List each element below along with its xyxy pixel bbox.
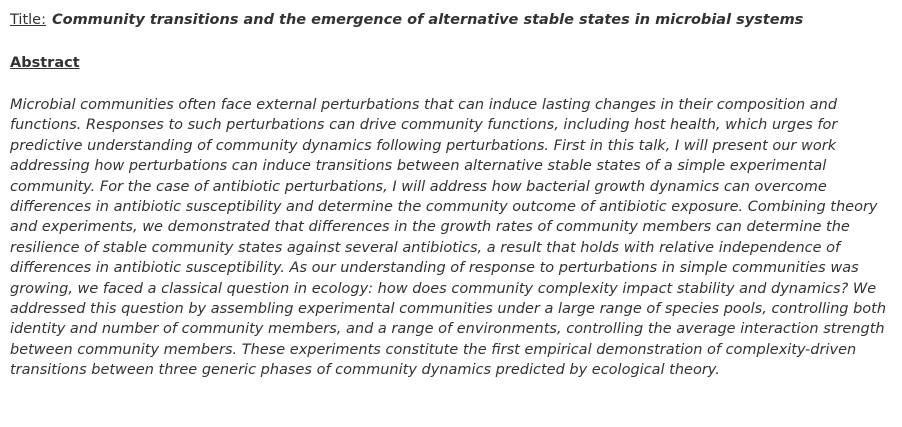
- abstract-line: Microbial communities often face external perturbations that can induce lasting changes in their composition and: [10, 97, 838, 113]
- abstract-line: functions. Responses to such perturbations can drive community functions, including host health, which urges for: [10, 117, 838, 134]
- abstract-line: differences in antibiotic susceptibility and determine the community outcome of antibiotic exposure. Combining theory: [10, 199, 878, 216]
- abstract-line: transitions between three generic phases of community dynamics predicted by ecological theory.: [10, 362, 720, 379]
- abstract-line: growing, we faced a classical question in ecology: how does community complexity impact stability and dynamics? We: [10, 280, 877, 297]
- abstract-line: community. For the case of antibiotic perturbations, I will address how bacterial growth dynamics can overcome: [10, 178, 827, 195]
- abstract-line: identity and number of community members, and a range of environments, controlling the average interaction strength: [10, 321, 885, 338]
- abstract-line: resilience of stable community states against several antibiotics, a result that holds with relative independence of: [10, 239, 841, 256]
- abstract-line: addressed this question by assembling experimental communities under a large range of species pools, controlling both: [10, 301, 887, 318]
- title-label: Title:: [10, 12, 46, 28]
- abstract-line: between community members. These experiments constitute the first empirical demonstration of complexity-driven: [10, 341, 857, 358]
- abstract-body: [10, 95, 896, 381]
- title-text: Community transitions and the emergence of alternative stable states in microbial systems: [51, 12, 804, 28]
- abstract-line: addressing how perturbations can induce transitions between alternative stable states of a simple experimental: [10, 158, 827, 175]
- abstract-line: predictive understanding of community dynamics following perturbations. First in this talk, I will present our work: [10, 137, 837, 154]
- abstract-line: and experiments, we demonstrated that differences in the growth rates of community members can determine the: [10, 219, 850, 236]
- title-line: [10, 10, 803, 30]
- abstract-heading: Abstract: [10, 55, 80, 71]
- abstract-line: differences in antibiotic susceptibility. As our understanding of response to perturbations in simple communities was: [10, 260, 859, 277]
